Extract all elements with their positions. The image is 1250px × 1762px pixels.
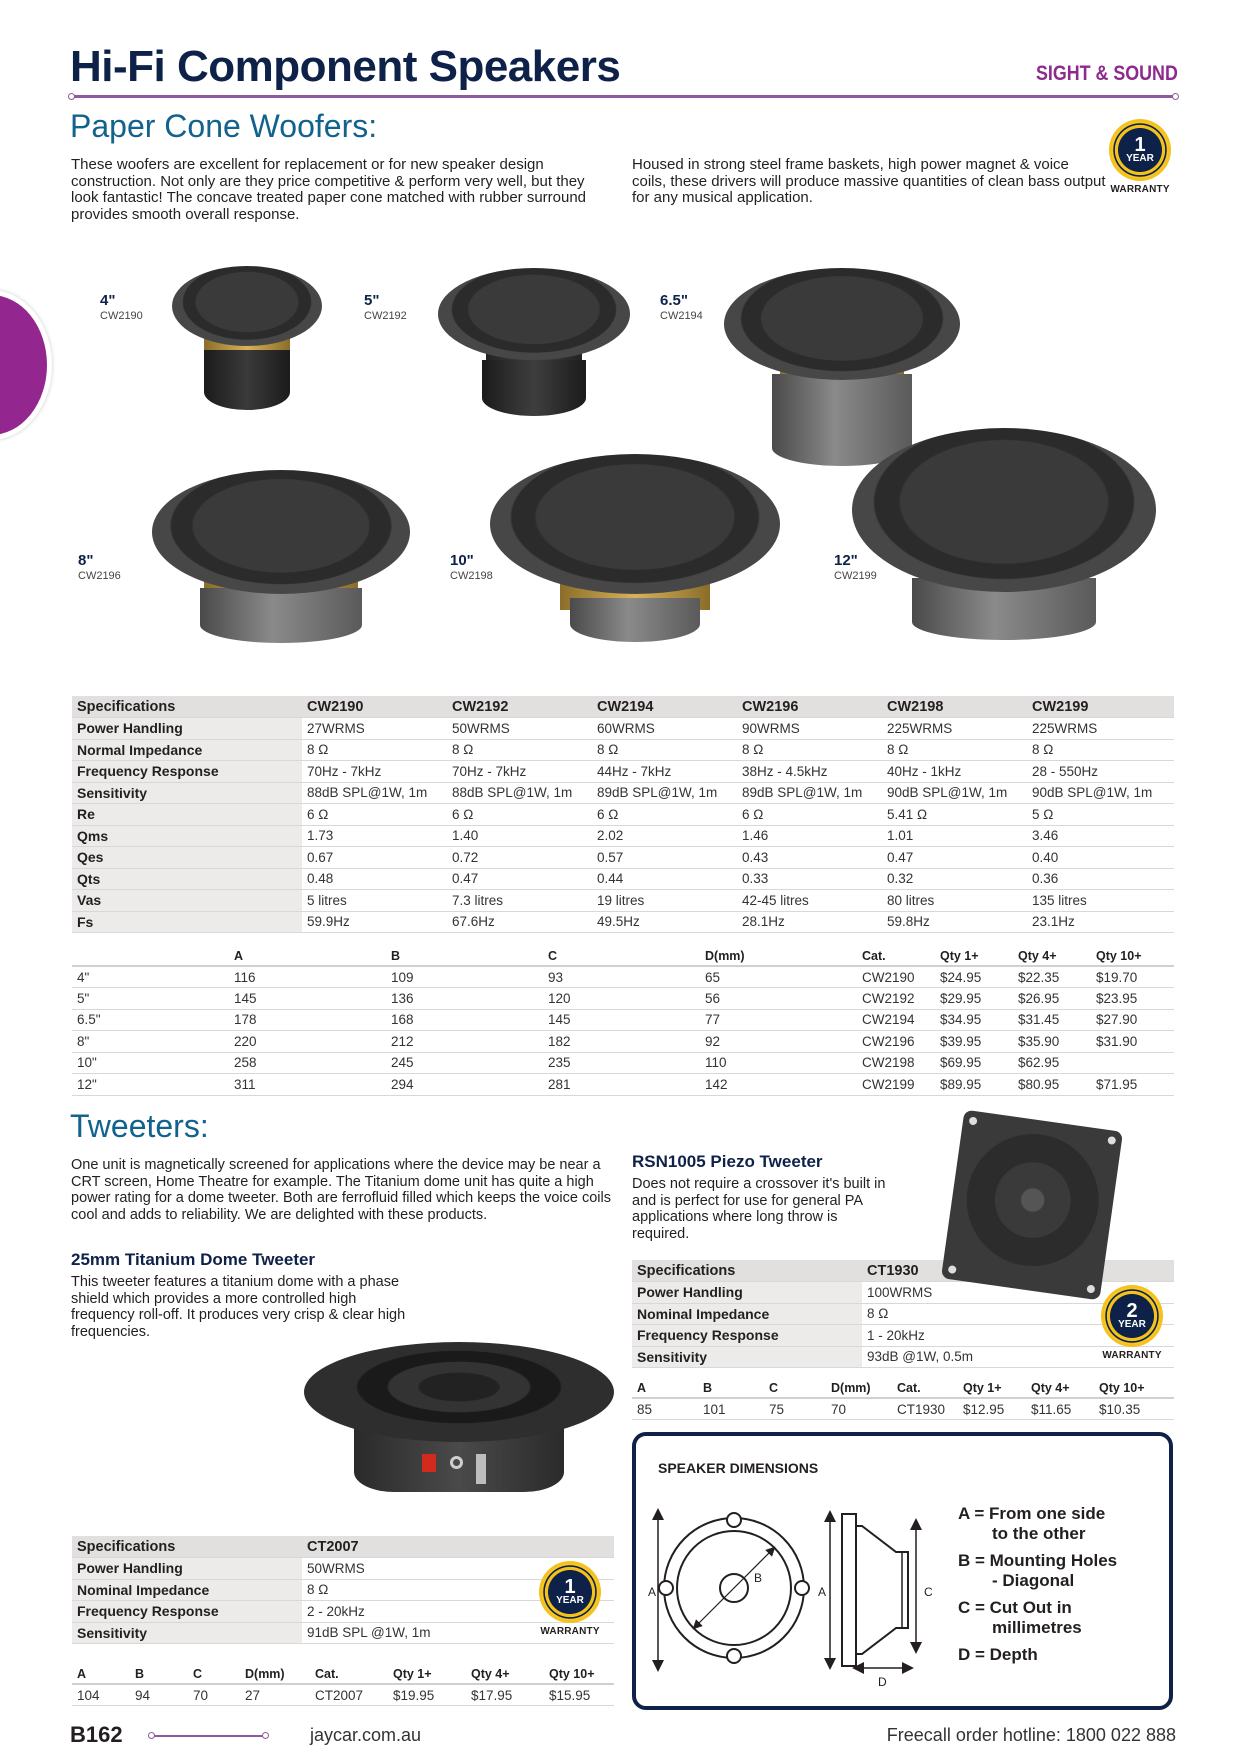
product-label-cw2192: 5" CW2192	[364, 292, 407, 322]
warranty-badge-ct2007: 1 YEAR WARRANTY	[538, 1564, 602, 1637]
table-row: Fs 59.9Hz 67.6Hz 49.5Hz 28.1Hz 59.8Hz 23.1Hz	[72, 911, 1174, 933]
tweeters-intro: One unit is magnetically screened for applications where the device may be near a CRT screen, Home Theatre for example. The Titanium dome unit has quite a high power rating for a dome tweeter. Both are ferrofluid filled which keeps the voice coils cool and adds to reliability. We are delighted with these products.	[71, 1157, 611, 1223]
table-row: 6.5" 178 168 145 77 CW2194 $34.95 $31.45 $27.90	[72, 1009, 1174, 1031]
dimensions-title: SPEAKER DIMENSIONS	[658, 1460, 819, 1476]
table-header-row: A B C D(mm) Cat. Qty 1+ Qty 4+ Qty 10+	[72, 1664, 614, 1684]
product-label-cw2190: 4" CW2190	[100, 292, 143, 322]
legend-item-d: D = Depth	[958, 1645, 1038, 1664]
website-link[interactable]: jaycar.com.au	[310, 1725, 422, 1745]
woofers-heading: Paper Cone Woofers:	[70, 108, 378, 144]
section-tag: SIGHT & SOUND	[1036, 62, 1178, 85]
legend-item-c: C = Cut Out in millimetres	[958, 1598, 1082, 1637]
table-row: Frequency Response 1 - 20kHz	[632, 1325, 1174, 1347]
speaker-image-cw2190	[172, 266, 322, 426]
svg-text:A: A	[648, 1585, 657, 1599]
table-row: Power Handling 27WRMS 50WRMS 60WRMS 90WRMS 225WRMS 225WRMS	[72, 718, 1174, 740]
footer-dot-right	[262, 1732, 269, 1739]
table-row: Sensitivity 88dB SPL@1W, 1m 88dB SPL@1W, 1m 89dB SPL@1W, 1m 89dB SPL@1W, 1m 90dB SPL@1W, 1m 90dB SPL@1W, 1m	[72, 782, 1174, 804]
speaker-dimensions-diagram	[646, 1496, 956, 1696]
svg-text:D: D	[878, 1675, 887, 1689]
table-row: 85 101 75 70 CT1930 $12.95 $11.65 $10.35	[632, 1398, 1174, 1420]
warranty-seal-icon: 2 YEAR	[1104, 1288, 1160, 1344]
divider-dot-right	[1172, 93, 1179, 100]
table-row: Re 6 Ω 6 Ω 6 Ω 6 Ω 5.41 Ω 5 Ω	[72, 804, 1174, 826]
dimensions-legend	[958, 1504, 1117, 1672]
warranty-badge-ct1930: 2 YEAR WARRANTY	[1100, 1288, 1164, 1361]
footer-divider	[152, 1735, 264, 1737]
table-row: Sensitivity 93dB @1W, 0.5m	[632, 1346, 1174, 1368]
woofers-intro-left: These woofers are excellent for replacement or for new speaker design construction. Not only are they price competitive & perform very well, but they look fantastic! The concave treated paper cone matched with rubber surround provides smooth overall response.	[71, 156, 587, 223]
table-row: 12" 311 294 281 142 CW2199 $89.95 $80.95 $71.95	[72, 1074, 1174, 1096]
table-row: Frequency Response 70Hz - 7kHz 70Hz - 7kHz 44Hz - 7kHz 38Hz - 4.5kHz 40Hz - 1kHz 28 - 550Hz	[72, 761, 1174, 783]
table-header-row: Specifications CT2007	[72, 1536, 614, 1558]
speaker-image-cw2199	[852, 428, 1156, 640]
piezo-tweeter-title: RSN1005 Piezo Tweeter	[632, 1152, 823, 1171]
section-side-tab	[0, 290, 52, 440]
woofer-spec-table	[72, 696, 1174, 933]
table-row: Sensitivity 91dB SPL @1W, 1m	[72, 1622, 614, 1644]
woofer-price-table	[72, 946, 1174, 1096]
svg-text:C: C	[924, 1585, 933, 1599]
table-row: Qms 1.73 1.40 2.02 1.46 1.01 3.46	[72, 825, 1174, 847]
table-row: 8" 220 212 182 92 CW2196 $39.95 $35.90 $31.90	[72, 1031, 1174, 1053]
table-header-row: A B C D(mm) Cat. Qty 1+ Qty 4+ Qty 10+	[632, 1378, 1174, 1398]
table-row: Power Handling 50WRMS	[72, 1558, 614, 1580]
product-label-cw2196: 8" CW2196	[78, 552, 121, 582]
page-number: B162	[70, 1722, 123, 1747]
product-label-cw2198: 10" CW2198	[450, 552, 493, 582]
table-row: Frequency Response 2 - 20kHz	[72, 1601, 614, 1623]
speaker-image-cw2196	[152, 470, 410, 640]
table-header-row: Specifications CT1930	[632, 1260, 1174, 1282]
legend-item-b: B = Mounting Holes - Diagonal	[958, 1551, 1118, 1590]
table-row: Nominal Impedance 8 Ω	[72, 1579, 614, 1601]
titanium-tweeter-title: 25mm Titanium Dome Tweeter	[71, 1250, 316, 1269]
table-row: 4" 116 109 93 65 CW2190 $24.95 $22.35 $19.70	[72, 966, 1174, 988]
order-hotline: Freecall order hotline: 1800 022 888	[886, 1725, 1176, 1745]
piezo-tweeter-desc: Does not require a crossover it's built in and is perfect for use for general PA applications where long throw is required.	[632, 1176, 886, 1242]
speaker-image-cw2192	[438, 268, 630, 416]
svg-text:A: A	[818, 1585, 827, 1599]
table-row: Nominal Impedance 8 Ω	[632, 1303, 1174, 1325]
product-label-cw2194: 6.5" CW2194	[660, 292, 703, 322]
table-row: 10" 258 245 235 110 CW2198 $69.95 $62.95	[72, 1052, 1174, 1074]
speaker-dimensions-box	[632, 1432, 1173, 1710]
table-row: Normal Impedance 8 Ω 8 Ω 8 Ω 8 Ω 8 Ω 8 Ω	[72, 739, 1174, 761]
warranty-badge-woofers: 1 YEAR WARRANTY	[1108, 122, 1172, 195]
ct2007-spec-table	[72, 1536, 614, 1644]
svg-text:B: B	[754, 1571, 763, 1585]
footer-dot-left	[148, 1732, 155, 1739]
header-divider	[72, 95, 1176, 98]
divider-dot-left	[68, 93, 75, 100]
product-label-cw2199: 12" CW2199	[834, 552, 877, 582]
table-row: Power Handling 100WRMS	[632, 1282, 1174, 1304]
table-row: 5" 145 136 120 56 CW2192 $29.95 $26.95 $23.95	[72, 988, 1174, 1010]
ct2007-price-table	[72, 1664, 614, 1706]
table-header-row: A B C D(mm) Cat. Qty 1+ Qty 4+ Qty 10+	[72, 946, 1174, 966]
woofers-intro-right: Housed in strong steel frame baskets, high power magnet & voice coils, these drivers will produce massive quantities of clean bass output for any musical application.	[632, 156, 1106, 206]
warranty-seal-icon: 1 YEAR	[1112, 122, 1168, 178]
table-row: Qes 0.67 0.72 0.57 0.43 0.47 0.40	[72, 847, 1174, 869]
legend-item-a: A = From one side to the other	[958, 1504, 1106, 1543]
titanium-tweeter-desc: This tweeter features a titanium dome with a phase shield which provides a more controlled high frequency roll-off. It produces very crisp & clear high frequencies.	[71, 1274, 406, 1340]
tweeter-image-ct1930	[941, 1110, 1123, 1301]
table-row: Vas 5 litres 7.3 litres 19 litres 42-45 litres 80 litres 135 litres	[72, 890, 1174, 912]
table-header-row: Specifications CW2190 CW2192 CW2194 CW2196 CW2198 CW2199	[72, 696, 1174, 718]
table-row: 104 94 70 27 CT2007 $19.95 $17.95 $15.95	[72, 1684, 614, 1706]
tweeter-image-ct2007	[304, 1342, 614, 1512]
warranty-seal-icon: 1 YEAR	[542, 1564, 598, 1620]
table-row: Qts 0.48 0.47 0.44 0.33 0.32 0.36	[72, 868, 1174, 890]
page-title: Hi-Fi Component Speakers	[70, 42, 621, 91]
speaker-image-cw2198	[490, 454, 780, 640]
tweeters-heading: Tweeters:	[70, 1108, 209, 1144]
ct1930-price-table	[632, 1378, 1174, 1420]
